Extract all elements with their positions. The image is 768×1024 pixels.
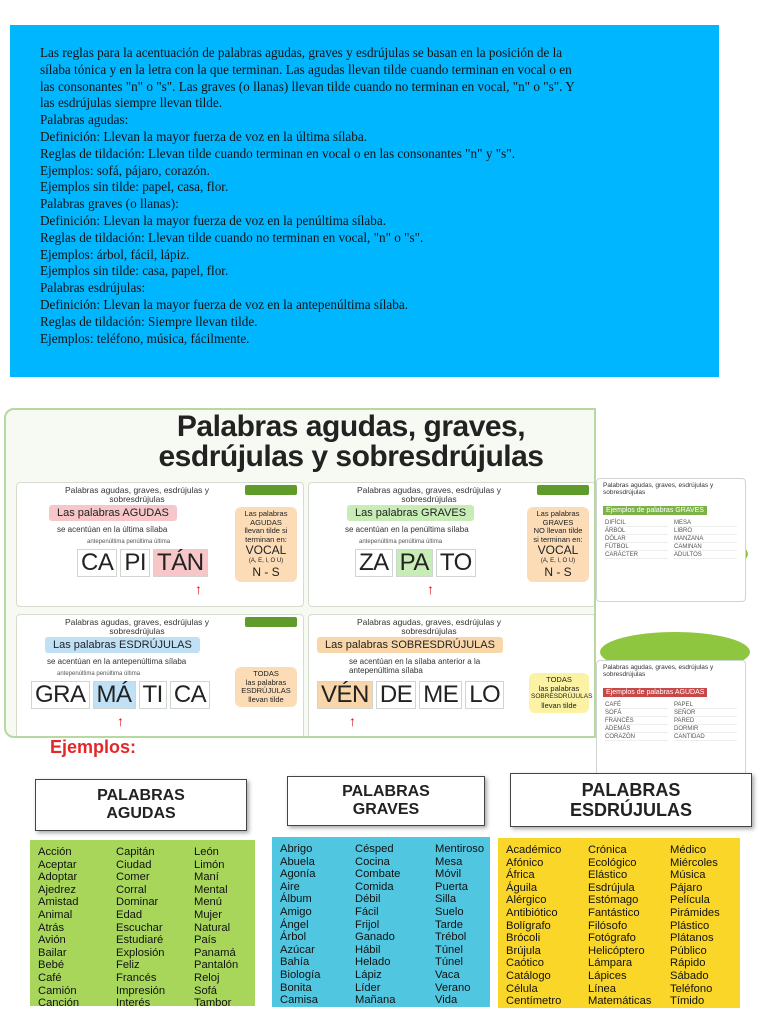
example-word: Abuela	[280, 855, 315, 868]
esdrujulas-pill: Las palabras ESDRÚJULAS	[45, 637, 200, 653]
example-word: Película	[670, 894, 710, 907]
rule-text: si terminan en:	[533, 534, 583, 544]
example-word: León	[194, 846, 219, 858]
example-word: Mentiroso	[435, 843, 485, 855]
rule-small: (A, E, I, O U)	[540, 558, 576, 564]
side-card-subtitle: Ejemplos de palabras AGUDAS	[603, 688, 707, 697]
panel-graves	[308, 482, 596, 607]
side-card-word: DIFÍCIL	[605, 520, 668, 527]
example-word: Bebé	[38, 959, 65, 972]
example-word: Centímetro	[506, 995, 562, 1008]
title-line: PALABRAS	[342, 783, 430, 800]
example-word: Mañana	[355, 994, 396, 1007]
example-word: Abrigo	[280, 843, 313, 855]
syllable-position-labels: antepenúltima penúltima última	[87, 539, 171, 545]
info-line: las consonantes "n" o "s". Las graves (o llanas) llevan tilde cuando no terminan en vocal, "n" o "s". Y	[40, 78, 575, 94]
example-word: Bailar	[38, 946, 67, 959]
example-word: Esdrújula	[588, 881, 635, 894]
example-word: Caótico	[506, 957, 544, 970]
syllable: DE	[376, 681, 416, 709]
example-word: Silla	[435, 893, 457, 906]
rule-small: (A, E, I, O U)	[248, 558, 284, 564]
example-word: Dominar	[116, 896, 159, 909]
brand-logo	[537, 485, 589, 495]
side-card-word: SOFÁ	[605, 710, 668, 717]
example-word: Miércoles	[670, 856, 718, 869]
example-word: Césped	[355, 843, 394, 855]
side-card-title: Palabras agudas, graves, esdrújulas y sobresdrújulas	[603, 664, 714, 678]
example-word: Bahía	[280, 956, 310, 969]
example-word: Fotógrafo	[588, 932, 636, 945]
side-card-word: DORMIR	[674, 726, 737, 733]
example-word: Plástico	[670, 919, 710, 932]
example-word: Álbum	[280, 893, 312, 906]
side-card-title: Palabras agudas, graves, esdrújulas y sobresdrújulas	[603, 482, 714, 496]
side-card-agudas	[596, 660, 746, 784]
example-word: Ganado	[355, 931, 395, 944]
sobresdrujulas-subtitle: se acentúan en la sílaba anterior a la antepenúltima sílaba	[349, 657, 481, 675]
brand-logo	[245, 485, 297, 495]
example-word: Plátanos	[670, 932, 714, 945]
side-card-graves	[596, 478, 746, 602]
graves-rule-box	[527, 507, 589, 582]
example-word: Elástico	[588, 869, 628, 882]
info-line: Ejemplos: sofá, pájaro, corazón.	[40, 162, 210, 178]
panel-header: Palabras agudas, graves, esdrújulas y sobresdrújulas	[356, 617, 502, 636]
example-word: Mental	[194, 883, 228, 896]
example-word: Pantalón	[194, 959, 239, 972]
syllable-row-esdrujulas	[31, 681, 210, 709]
word-column	[116, 846, 194, 1010]
word-column	[506, 844, 588, 1008]
example-word: Maní	[194, 871, 219, 884]
example-word: Amistad	[38, 896, 79, 909]
example-word: Acción	[38, 846, 72, 858]
example-word: Líder	[355, 981, 381, 994]
example-word: Águila	[506, 881, 538, 894]
syllable: CA	[77, 549, 117, 577]
word-column	[588, 844, 670, 1008]
example-word: Túnel	[435, 943, 463, 956]
rule-text: llevan tilde	[248, 694, 284, 704]
side-card-word: CAMINAN	[674, 544, 737, 551]
example-word: Combate	[355, 868, 401, 881]
rule-text: las palabras	[245, 677, 287, 687]
example-word: Ángel	[280, 918, 309, 931]
infographic-title-line2: esdrújulas y sobresdrújulas	[158, 440, 544, 473]
info-line: Palabras graves (o llanas):	[40, 196, 179, 212]
example-word: Francés	[116, 971, 157, 984]
syllable-row-agudas	[77, 549, 208, 577]
syllable: GRA	[31, 681, 90, 709]
infographic-title	[116, 412, 586, 472]
info-text-box	[10, 25, 719, 377]
side-card-word-grid	[597, 517, 745, 562]
rule-text: terminan en:	[245, 534, 287, 544]
rule-text: NO llevan tilde	[533, 526, 583, 535]
arrow-up-icon: ↑	[349, 713, 356, 729]
example-word: Línea	[588, 982, 616, 995]
rule-text: ESDRÚJULAS	[241, 686, 291, 695]
syllable-stressed: MÁ	[93, 681, 136, 709]
example-word: Sábado	[670, 969, 709, 982]
info-line: Ejemplos sin tilde: casa, papel, flor.	[40, 263, 229, 279]
esdrujulas-rule-box	[235, 667, 297, 707]
arrow-up-icon: ↑	[195, 581, 202, 597]
info-line: sílaba tónica y en la letra con la que terminan. Las agudas llevan tilde cuando terminan en vocal o en	[40, 61, 572, 77]
rule-text: las palabras	[538, 683, 580, 693]
word-column	[435, 843, 495, 1007]
example-word: Mujer	[194, 908, 222, 921]
word-column	[38, 846, 116, 1010]
side-card-word: CAFÉ	[605, 702, 668, 709]
esdrujulas-word-list	[498, 838, 740, 1008]
syllable-stressed: TÁN	[153, 549, 208, 577]
example-word: Natural	[194, 921, 231, 934]
side-card-word: ÁRBOL	[605, 528, 668, 535]
side-card-word: CORAZÓN	[605, 734, 668, 741]
rule-big: VOCAL	[245, 543, 287, 557]
example-word: Verano	[435, 981, 471, 994]
infographic-title-line1: Palabras agudas, graves,	[176, 410, 526, 443]
syllable: ZA	[355, 549, 393, 577]
example-word: Puerta	[435, 880, 468, 893]
esdrujulas-column-title	[510, 773, 752, 827]
arrow-up-icon: ↑	[117, 713, 124, 729]
example-word: Camisa	[280, 994, 318, 1007]
example-word: Corral	[116, 883, 147, 896]
example-word: Hábil	[355, 943, 381, 956]
info-line: Ejemplos: árbol, fácil, lápiz.	[40, 246, 190, 262]
example-word: Cocina	[355, 855, 390, 868]
side-card-word: MESA	[674, 520, 737, 527]
title-line: PALABRAS	[581, 780, 681, 800]
info-line: Ejemplos: teléfono, música, fácilmente.	[40, 330, 250, 346]
example-word: Agonía	[280, 868, 316, 881]
example-word: Catálogo	[506, 969, 551, 982]
rule-text: llevan tilde	[541, 700, 577, 710]
example-word: Lápices	[588, 969, 627, 982]
example-word: País	[194, 934, 217, 947]
side-card-subtitle: Ejemplos de palabras GRAVES	[603, 506, 707, 515]
example-word: Aceptar	[38, 858, 77, 871]
rule-text: TODAS	[253, 669, 279, 678]
info-line: Reglas de tildación: Llevan tilde cuando no terminan en vocal, "n" o "s".	[40, 229, 424, 245]
example-word: Público	[670, 944, 707, 957]
syllable-position-labels: antepenúltima penúltima última	[359, 539, 443, 545]
rule-text: Las palabras	[536, 509, 580, 518]
info-line: Reglas de tildación: Llevan tilde cuando terminan en vocal o en las consonantes "n" y "s".	[40, 145, 515, 161]
word-column	[194, 846, 254, 1010]
graves-word-list	[272, 837, 490, 1007]
word-column	[280, 843, 355, 1007]
example-word: Capitán	[116, 846, 155, 858]
example-word: Helado	[355, 956, 391, 969]
example-word: Vida	[435, 994, 458, 1007]
example-word: Vaca	[435, 968, 460, 981]
graves-pill: Las palabras GRAVES	[347, 505, 474, 521]
example-word: Ciudad	[116, 858, 152, 871]
example-word: Sofá	[194, 984, 218, 997]
rule-text: SOBRESDRÚJULAS	[531, 693, 593, 700]
example-word: Móvil	[435, 868, 462, 881]
example-word: Ecológico	[588, 856, 637, 869]
graves-subtitle: se acentúan en la penúltima sílaba	[345, 525, 469, 534]
example-word: Música	[670, 869, 706, 882]
example-word: Brócoli	[506, 932, 541, 945]
example-word: Aire	[280, 880, 300, 893]
example-word: Escuchar	[116, 921, 163, 934]
example-word: Suelo	[435, 905, 464, 918]
example-word: Alérgico	[506, 894, 547, 907]
title-line: PALABRAS	[97, 787, 185, 804]
side-card-word: MANZANA	[674, 536, 737, 543]
example-word: Célula	[506, 982, 538, 995]
arrow-up-icon: ↑	[427, 581, 434, 597]
example-word: Túnel	[435, 956, 463, 969]
side-card-word: ADEMÁS	[605, 726, 668, 733]
side-card-word: PAPEL	[674, 702, 737, 709]
agudas-word-list	[30, 840, 255, 1010]
example-word: Panamá	[194, 946, 236, 959]
syllable-row-sobresdrujulas	[317, 681, 504, 709]
rule-big: N - S	[252, 564, 280, 579]
example-word: Lápiz	[355, 968, 382, 981]
example-word: Canción	[38, 997, 80, 1010]
example-word: Azúcar	[280, 943, 315, 956]
panel-header: Palabras agudas, graves, esdrújulas y sobresdrújulas	[64, 617, 210, 636]
rule-big: N - S	[544, 564, 572, 579]
word-column	[670, 844, 740, 1008]
example-word: Médico	[670, 844, 707, 856]
example-word: Avión	[38, 934, 66, 947]
info-line: Palabras esdrújulas:	[40, 280, 146, 296]
example-word: Fantástico	[588, 906, 640, 919]
example-word: Pirámides	[670, 906, 720, 919]
example-word: Rápido	[670, 957, 706, 970]
agudas-rule-box	[235, 507, 297, 582]
example-word: Estómago	[588, 894, 639, 907]
panel-header: Palabras agudas, graves, esdrújulas y sobresdrújulas	[64, 485, 210, 504]
side-card-word: DÓLAR	[605, 536, 668, 543]
side-card-word: FÚTBOL	[605, 544, 668, 551]
example-word: Fácil	[355, 905, 379, 918]
title-line: GRAVES	[352, 801, 420, 818]
example-word: Débil	[355, 893, 381, 906]
example-word: Académico	[506, 844, 562, 856]
sobresdrujulas-rule-box	[529, 673, 593, 713]
side-card-word: CARÁCTER	[605, 552, 668, 559]
example-word: Bolígrafo	[506, 919, 551, 932]
info-line: Las reglas para la acentuación de palabras agudas, graves y esdrújulas se basan en la posición de la	[40, 45, 563, 60]
example-word: Reloj	[194, 971, 220, 984]
infographic	[4, 408, 596, 738]
example-word: Tambor	[194, 997, 232, 1010]
example-word: Comer	[116, 871, 150, 884]
info-line: las esdrújulas siempre llevan tilde.	[40, 95, 223, 111]
syllable: ME	[419, 681, 462, 709]
example-word: Explosión	[116, 946, 165, 959]
example-word: Adoptar	[38, 871, 78, 884]
rule-text: Las palabras	[244, 509, 288, 518]
example-word: Impresión	[116, 984, 166, 997]
side-card-word: CANTIDAD	[674, 734, 737, 741]
example-word: Helicóptero	[588, 944, 645, 957]
syllable: CA	[170, 681, 210, 709]
example-word: África	[506, 869, 535, 882]
example-word: Antibiótico	[506, 906, 558, 919]
sobresdrujulas-pill: Las palabras SOBRESDRÚJULAS	[317, 637, 503, 653]
side-card-word: PARED	[674, 718, 737, 725]
examples-heading: Ejemplos:	[50, 737, 137, 757]
info-line: Palabras agudas:	[40, 112, 129, 128]
panel-agudas	[16, 482, 304, 607]
example-word: Trébol	[435, 931, 467, 944]
info-line: Definición: Llevan la mayor fuerza de voz en la última sílaba.	[40, 128, 367, 144]
example-word: Matemáticas	[588, 995, 652, 1008]
example-word: Limón	[194, 858, 225, 871]
example-word: Edad	[116, 908, 143, 921]
side-card-word: LIBRO	[674, 528, 737, 535]
info-line: Reglas de tildación: Siempre llevan tilde.	[40, 313, 258, 329]
info-line: Ejemplos sin tilde: papel, casa, flor.	[40, 179, 229, 195]
example-word: Animal	[38, 908, 73, 921]
example-word: Comida	[355, 880, 394, 893]
panel-sobresdrujulas	[308, 614, 596, 738]
example-word: Tímido	[670, 995, 705, 1008]
agudas-subtitle: se acentúan en la última sílaba	[57, 525, 168, 534]
example-word: Crónica	[588, 844, 627, 856]
example-word: Camión	[38, 984, 77, 997]
example-word: Lámpara	[588, 957, 633, 970]
example-word: Feliz	[116, 959, 140, 972]
side-card-word: FRANCÉS	[605, 718, 668, 725]
agudas-pill: Las palabras AGUDAS	[49, 505, 177, 521]
example-word: Teléfono	[670, 982, 713, 995]
syllable: TI	[139, 681, 167, 709]
example-word: Ajedrez	[38, 883, 76, 896]
side-card-word: ADULTOS	[674, 552, 737, 559]
rule-text: AGUDAS	[250, 517, 282, 527]
example-word: Biología	[280, 968, 321, 981]
syllable: LO	[465, 681, 504, 709]
example-word: Café	[38, 971, 62, 984]
side-card-word: SEÑOR	[674, 710, 737, 717]
example-word: Frijol	[355, 918, 380, 931]
info-line: Definición: Llevan la mayor fuerza de voz en la penúltima sílaba.	[40, 212, 387, 228]
graves-column-title	[287, 776, 485, 826]
example-word: Filósofo	[588, 919, 628, 932]
syllable-stressed: VÉN	[317, 681, 373, 709]
syllable-position-labels: antepenúltima penúltima última	[57, 671, 141, 677]
example-word: Árbol	[280, 931, 307, 944]
agudas-column-title	[35, 779, 247, 831]
info-line: Definición: Llevan la mayor fuerza de voz en la antepenúltima sílaba.	[40, 296, 408, 312]
example-word: Afónico	[506, 856, 544, 869]
brand-logo	[245, 617, 297, 627]
word-column	[355, 843, 435, 1007]
rule-text: TODAS	[546, 675, 572, 684]
syllable-stressed: PA	[396, 549, 433, 577]
example-word: Estudiaré	[116, 934, 164, 947]
example-word: Amigo	[280, 905, 312, 918]
side-card-word-grid	[597, 699, 745, 744]
example-word: Atrás	[38, 921, 65, 934]
syllable: PI	[120, 549, 150, 577]
example-word: Mesa	[435, 855, 463, 868]
title-line: AGUDAS	[106, 805, 176, 822]
rule-text: llevan tilde si	[244, 526, 288, 535]
example-word: Tarde	[435, 918, 463, 931]
panel-header: Palabras agudas, graves, esdrújulas y sobresdrújulas	[356, 485, 502, 504]
example-word: Brújula	[506, 944, 541, 957]
syllable: TO	[436, 549, 476, 577]
syllable-row-graves	[355, 549, 476, 577]
rule-text: GRAVES	[542, 517, 574, 527]
title-line: ESDRÚJULAS	[569, 800, 693, 820]
example-word: Menú	[194, 896, 222, 909]
rule-big: VOCAL	[537, 543, 579, 557]
example-word: Interés	[116, 997, 151, 1010]
example-word: Pájaro	[670, 881, 703, 894]
esdrujulas-subtitle: se acentúan en la antepenúltima sílaba	[47, 657, 187, 666]
panel-esdrujulas	[16, 614, 304, 738]
example-word: Bonita	[280, 981, 312, 994]
